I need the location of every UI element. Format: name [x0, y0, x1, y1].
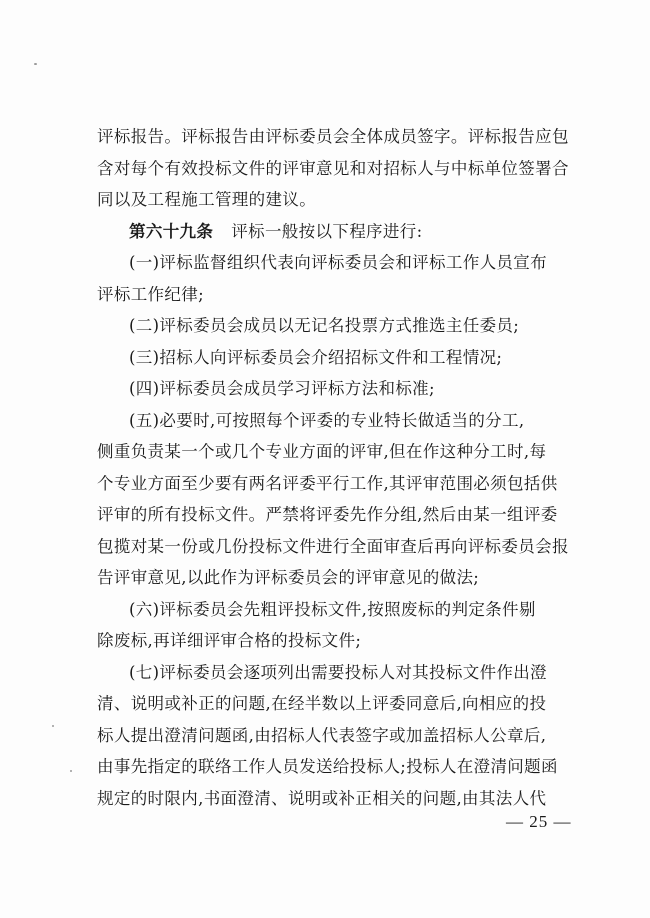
text-line: 规定的时限内,书面澄清、说明或补正相关的问题,由其法人代: [97, 788, 547, 808]
scan-speck: [34, 63, 37, 65]
article-text: 评标一般按以下程序进行:: [231, 221, 423, 241]
text-line: 标人提出澄清问题函,由招标人代表签字或加盖招标人公章后,: [97, 725, 547, 745]
text-line: 评标报告。评标报告由评标委员会全体成员签字。评标报告应包: [97, 127, 569, 146]
text-line: 由事先指定的联络工作人员发送给投标人;投标人在澄清问题函: [97, 757, 558, 776]
text-line: 侧重负责某一个或几个专业方面的评审,但在作这种分工时,每: [97, 442, 547, 461]
scan-speck: [70, 770, 72, 772]
article-line: [97, 216, 581, 248]
text-line: (四)评标委员会成员学习评标方法和标准;: [129, 379, 435, 398]
body-text: [97, 121, 581, 814]
page-number: — 25 —: [506, 812, 572, 831]
text-line: (五)必要时,可按照每个评委的专业特长做适当的分工,: [129, 410, 525, 430]
text-line: 除废标,再详细评审合格的投标文件;: [97, 631, 362, 650]
text-line: (二)评标委员会成员以无记名投票方式推选主任委员;: [129, 316, 520, 335]
article-title: 第六十九条: [129, 221, 214, 241]
text-line: 含对每个有效投标文件的评审意见和对招标人与中标单位签署合: [97, 158, 569, 178]
text-line: 个专业方面至少要有两名评委平行工作,其评审范围必须包括供: [97, 473, 558, 493]
text-line: (七)评标委员会逐项列出需要投标人对其投标文件作出澄: [129, 662, 547, 682]
text-line: 清、说明或补正的问题,在经半数以上评委同意后,向相应的投: [97, 694, 547, 713]
text-line: (六)评标委员会先粗评投标文件,按照废标的判定条件剔: [129, 599, 536, 619]
text-line: (三)招标人向评标委员会介绍招标文件和工程情况;: [129, 347, 503, 367]
text-line: 评标工作纪律;: [97, 284, 205, 304]
text-line: 告评审意见,以此作为评标委员会的评审意见的做法;: [97, 568, 480, 587]
text-line: (一)评标监督组织代表向评标委员会和评标工作人员宣布: [129, 253, 547, 272]
text-line: 包揽对某一份或几份投标文件进行全面审查后再向评标委员会报: [97, 536, 569, 556]
scan-speck: [52, 725, 54, 727]
text-line: 评审的所有投标文件。严禁将评委先作分组,然后由某一组评委: [97, 505, 558, 524]
text-line: 同以及工程施工管理的建议。: [97, 190, 317, 209]
